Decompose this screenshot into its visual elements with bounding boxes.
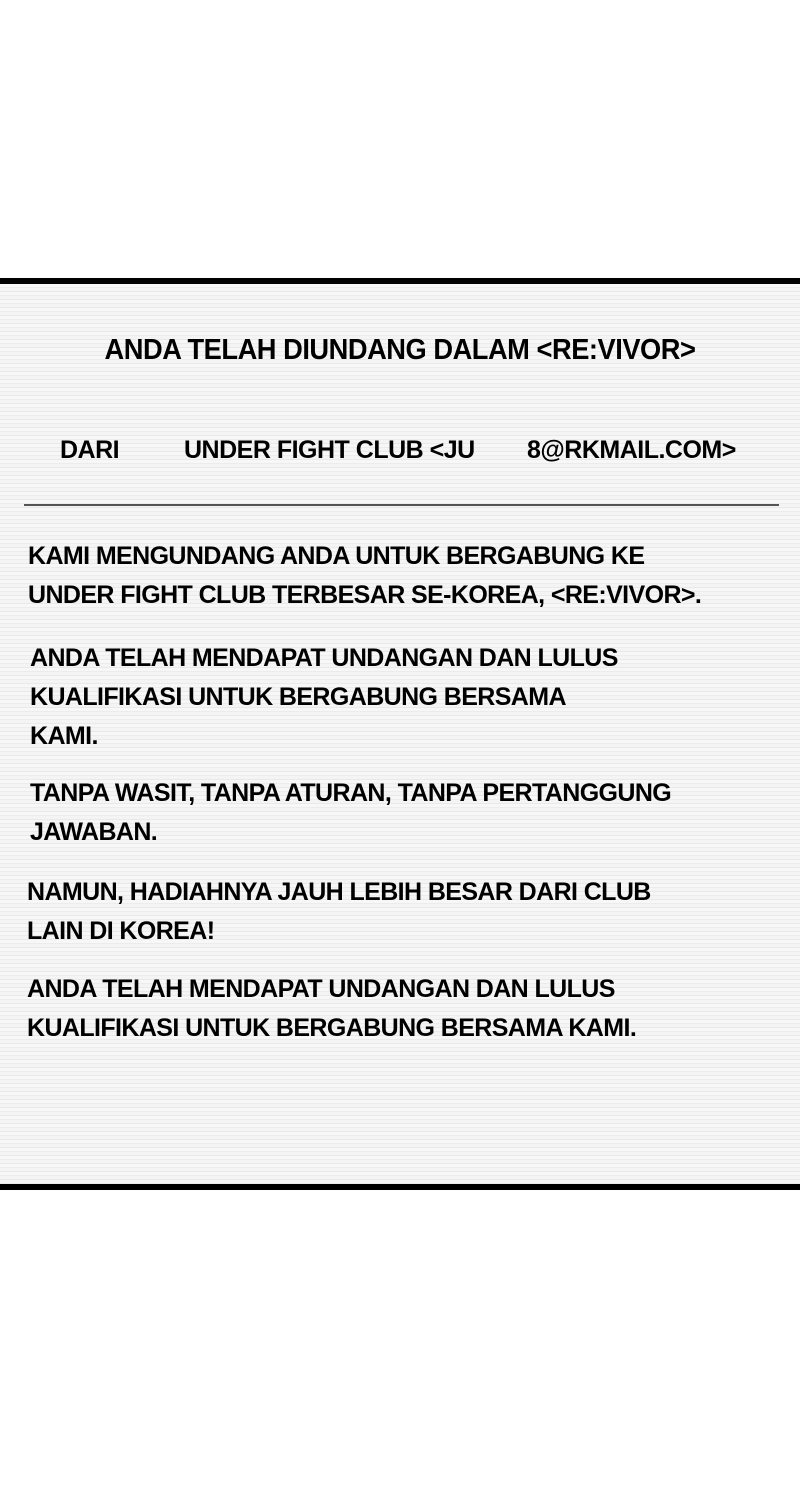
message-line: TANPA WASIT, TANPA ATURAN, TANPA PERTANGGUNG — [30, 779, 672, 807]
message-line: NAMUN, HADIAHNYA JAUH LEBIH BESAR DARI CLUB — [27, 878, 651, 906]
sender-email: 8@RKMAIL.COM> — [527, 436, 736, 464]
message-line: KAMI. — [30, 722, 98, 750]
message-line: ANDA TELAH MENDAPAT UNDANGAN DAN LULUS — [27, 975, 615, 1003]
message-line: KUALIFIKASI UNTUK BERGABUNG BERSAMA — [30, 683, 566, 711]
message-paragraph — [27, 970, 767, 1048]
sender-name: UNDER FIGHT CLUB <JU — [184, 436, 475, 464]
message-line: KAMI MENGUNDANG ANDA UNTUK BERGABUNG KE — [28, 542, 645, 570]
message-line: KUALIFIKASI UNTUK BERGABUNG BERSAMA KAMI. — [27, 1014, 637, 1042]
message-line: ANDA TELAH MENDAPAT UNDANGAN DAN LULUS — [30, 644, 618, 672]
message-paragraph — [30, 639, 770, 756]
header-divider — [24, 504, 779, 506]
invitation-title: ANDA TELAH DIUNDANG DALAM <RE:VIVOR> — [104, 334, 696, 366]
message-paragraph — [28, 537, 768, 615]
message-line: LAIN DI KOREA! — [27, 917, 215, 945]
from-label: DARI — [60, 436, 120, 464]
message-line: JAWABAN. — [30, 818, 158, 846]
message-line: UNDER FIGHT CLUB TERBESAR SE-KOREA, <RE:VIVOR>. — [28, 581, 702, 609]
message-paragraph — [27, 873, 767, 951]
invitation-panel — [0, 278, 800, 1190]
message-paragraph — [30, 774, 770, 852]
